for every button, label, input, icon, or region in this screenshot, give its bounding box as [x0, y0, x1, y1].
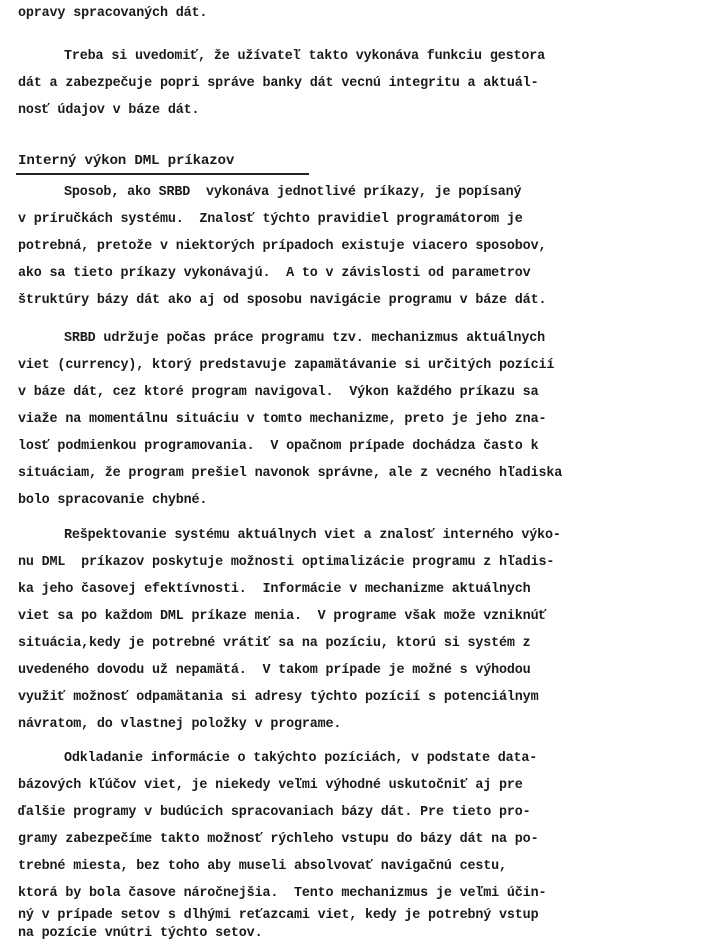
- text-line: ako sa tieto príkazy vykonávajú. A to v závislosti od parametrov: [18, 266, 531, 281]
- text-line: ďalšie programy v budúcich spracovaniach bázy dát. Pre tieto pro-: [18, 805, 531, 820]
- text-line: dát a zabezpečuje popri správe banky dát vecnú integritu a aktuál-: [18, 76, 539, 91]
- text-line: Rešpektovanie systému aktuálnych viet a znalosť interného výko-: [64, 528, 561, 543]
- text-line: viaže na momentálnu situáciu v tomto mechanizme, preto je jeho zna-: [18, 412, 547, 427]
- text-line: na pozície vnútri týchto setov.: [18, 926, 263, 941]
- section-heading: Interný výkon DML príkazov: [18, 153, 235, 169]
- text-line: využiť možnosť odpamätania si adresy týchto pozícií s potenciálnym: [18, 690, 539, 705]
- text-line: ktorá by bola časove náročnejšia. Tento mechanizmus je veľmi účin-: [18, 886, 547, 901]
- text-line: nosť údajov v báze dát.: [18, 103, 200, 118]
- text-line: bolo spracovanie chybné.: [18, 493, 208, 508]
- text-line: uvedeného dovodu už nepamätá. V takom prípade je možné s výhodou: [18, 663, 531, 678]
- text-line: potrebná, pretože v niektorých prípadoch existuje viacero sposobov,: [18, 239, 547, 254]
- text-line: štruktúry bázy dát ako aj od sposobu navigácie programu v báze dát.: [18, 293, 547, 308]
- text-line: situáciam, že program prešiel navonok správne, ale z vecného hľadiska: [18, 466, 563, 481]
- text-line: gramy zabezpečíme takto možnosť rýchleho vstupu do bázy dát na po-: [18, 832, 539, 847]
- text-line: Sposob, ako SRBD vykonáva jednotlivé príkazy, je popísaný: [64, 185, 522, 200]
- text-line: ný v prípade setov s dlhými reťazcami viet, kedy je potrebný vstup: [18, 908, 539, 923]
- text-line: Treba si uvedomiť, že užívateľ takto vykonáva funkciu gestora: [64, 49, 546, 64]
- text-line: ka jeho časovej efektívnosti. Informácie v mechanizme aktuálnych: [18, 582, 531, 597]
- text-line: v báze dát, cez ktoré program navigoval. Výkon každého príkazu sa: [18, 385, 539, 400]
- text-line: opravy spracovaných dát.: [18, 6, 208, 21]
- text-line: nu DML príkazov poskytuje možnosti optimalizácie programu z hľadis-: [18, 555, 555, 570]
- text-line: viet (currency), ktorý predstavuje zapamätávanie si určitých pozícií: [18, 358, 555, 373]
- text-line: v príručkách systému. Znalosť týchto pravidiel programátorom je: [18, 212, 523, 227]
- text-line: SRBD udržuje počas práce programu tzv. mechanizmus aktuálnych: [64, 331, 546, 346]
- text-line: trebné miesta, bez toho aby museli absolvovať navigačnú cestu,: [18, 859, 507, 874]
- heading-underline: [16, 173, 309, 175]
- text-line: losť podmienkou programovania. V opačnom prípade dochádza často k: [18, 439, 539, 454]
- text-line: viet sa po každom DML príkaze menia. V programe však može vzniknúť: [18, 609, 547, 624]
- text-line: situácia,kedy je potrebné vrátiť sa na pozíciu, ktorú si systém z: [18, 636, 531, 651]
- text-line: Odkladanie informácie o takýchto pozíciách, v podstate data-: [64, 751, 538, 766]
- text-line: návratom, do vlastnej položky v programe.: [18, 717, 342, 732]
- text-line: bázových kľúčov viet, je niekedy veľmi výhodné uskutočniť aj pre: [18, 778, 523, 793]
